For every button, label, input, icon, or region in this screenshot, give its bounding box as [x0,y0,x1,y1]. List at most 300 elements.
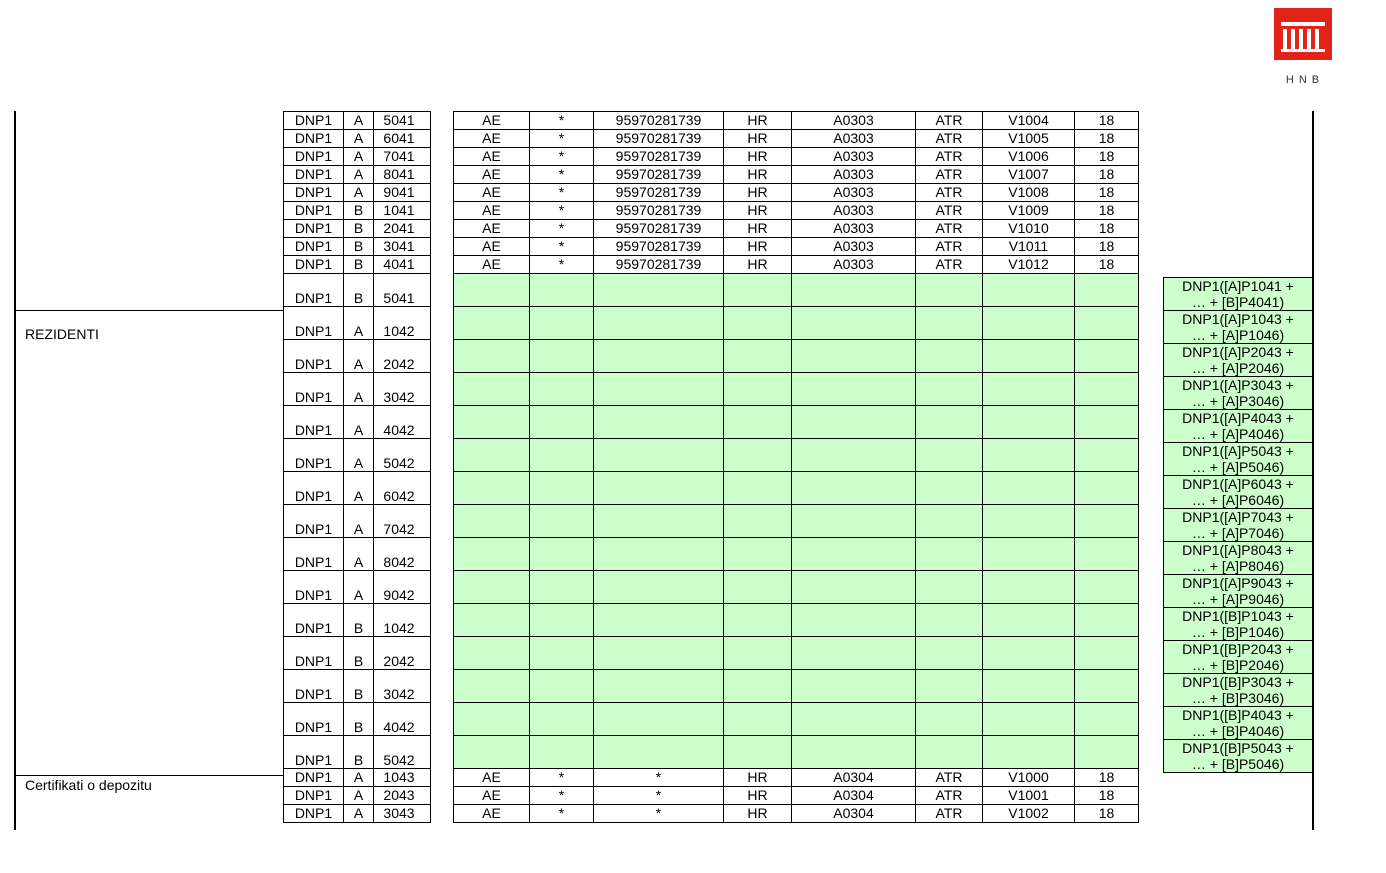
data-cell [724,703,792,736]
code-cell: DNP1 [284,238,344,256]
data-cell [916,736,983,769]
data-cell [724,472,792,505]
data-row [454,769,1139,787]
data-cell [454,604,530,637]
code-cell: DNP1 [284,604,344,637]
data-cell [454,373,530,406]
data-cell: 95970281739 [594,256,724,274]
data-cell [530,604,594,637]
data-cell: * [530,805,594,823]
data-cell [594,637,724,670]
data-cell [530,505,594,538]
data-cell: A0303 [792,112,916,130]
number-cell: 8041 [374,166,431,184]
number-cell: 5041 [374,112,431,130]
data-cell [792,472,916,505]
formula-cell [1164,641,1313,674]
data-cell [454,274,530,307]
data-cell: ATR [916,238,983,256]
data-cell [454,340,530,373]
data-cell: A0303 [792,238,916,256]
data-cell: 95970281739 [594,166,724,184]
code-row [284,166,431,184]
series-cell: A [344,769,374,787]
data-cell [594,670,724,703]
data-cell [594,373,724,406]
data-cell: A0303 [792,166,916,184]
data-cell: 18 [1075,112,1139,130]
code-cell: DNP1 [284,637,344,670]
data-cell [792,571,916,604]
data-cell: HR [724,202,792,220]
data-cell: V1006 [983,148,1075,166]
code-row [284,184,431,202]
data-cell [724,637,792,670]
data-cell: * [594,805,724,823]
code-row [284,439,431,472]
data-cell: A0303 [792,220,916,238]
series-cell: A [344,373,374,406]
data-cell: 18 [1075,130,1139,148]
code-row [284,538,431,571]
data-row [454,202,1139,220]
data-cell [530,307,594,340]
data-cell: ATR [916,787,983,805]
data-cell: AE [454,805,530,823]
data-cell [983,505,1075,538]
data-cell [594,406,724,439]
data-cell [454,472,530,505]
code-row [284,805,431,823]
formula-cell [1164,509,1313,542]
number-cell: 3042 [374,373,431,406]
data-cell: HR [724,256,792,274]
series-cell: A [344,538,374,571]
data-row [454,406,1139,439]
code-row [284,571,431,604]
data-row [454,787,1139,805]
code-cell: DNP1 [284,571,344,604]
data-cell: V1004 [983,112,1075,130]
series-cell: A [344,406,374,439]
number-cell: 1041 [374,202,431,220]
number-cell: 1042 [374,307,431,340]
data-cell [594,736,724,769]
data-cell: 95970281739 [594,130,724,148]
code-cell: DNP1 [284,148,344,166]
data-cell [530,670,594,703]
data-row [454,148,1139,166]
data-cell [454,736,530,769]
data-cell [916,703,983,736]
data-cell [724,538,792,571]
data-cell [916,439,983,472]
data-cell: * [530,256,594,274]
data-cell: V1007 [983,166,1075,184]
data-cell [1075,373,1139,406]
code-row [284,472,431,505]
code-cell: DNP1 [284,307,344,340]
data-cell: A0303 [792,148,916,166]
data-row [454,256,1139,274]
formula-line-2: … + [A]P7046) [1191,525,1285,541]
code-row [284,274,431,307]
data-row [454,703,1139,736]
data-cell: A0303 [792,202,916,220]
formula-line-1: DNP1([A]P5043 + [1182,443,1294,459]
data-cell: ATR [916,130,983,148]
number-cell: 7041 [374,148,431,166]
data-cell: AE [454,148,530,166]
code-cell: DNP1 [284,340,344,373]
data-cell [983,373,1075,406]
data-cell [594,472,724,505]
code-cell: DNP1 [284,703,344,736]
data-cell [594,703,724,736]
left-border [14,111,16,830]
formula-cell [1164,344,1313,377]
code-cell: DNP1 [284,202,344,220]
data-cell: ATR [916,184,983,202]
data-cell: 18 [1075,769,1139,787]
formula-line-2: … + [A]P6046) [1191,492,1285,508]
formula-line-1: DNP1([B]P5043 + [1182,740,1294,756]
data-cell: * [530,787,594,805]
number-cell: 2042 [374,340,431,373]
formula-line-1: DNP1([A]P7043 + [1182,509,1294,525]
code-row [284,670,431,703]
formula-row [1164,278,1313,311]
data-cell [724,736,792,769]
data-cell [724,670,792,703]
formula-table [1163,277,1313,773]
data-cell [1075,670,1139,703]
data-cell [530,472,594,505]
data-cell [983,472,1075,505]
series-cell: B [344,220,374,238]
data-cell [1075,406,1139,439]
data-cell: AE [454,769,530,787]
data-cell: AE [454,130,530,148]
series-cell: B [344,736,374,769]
data-cell [983,736,1075,769]
data-cell [792,439,916,472]
data-cell [983,703,1075,736]
data-cell: 95970281739 [594,112,724,130]
code-cell: DNP1 [284,439,344,472]
formula-line-1: DNP1([B]P4043 + [1182,707,1294,723]
data-cell: HR [724,238,792,256]
formula-line-2: … + [B]P5046) [1191,756,1285,772]
data-cell [916,274,983,307]
data-row [454,805,1139,823]
formula-cell [1164,542,1313,575]
formula-row [1164,476,1313,509]
code-cell: DNP1 [284,406,344,439]
series-cell: B [344,670,374,703]
code-cell: DNP1 [284,256,344,274]
section-divider [14,775,283,776]
data-cell [530,406,594,439]
code-cell: DNP1 [284,670,344,703]
formula-cell [1164,740,1313,773]
data-cell: ATR [916,769,983,787]
data-cell: * [530,769,594,787]
formula-row [1164,542,1313,575]
data-cell [724,604,792,637]
number-cell: 2041 [374,220,431,238]
data-cell: 18 [1075,148,1139,166]
number-cell: 5041 [374,274,431,307]
data-cell [454,505,530,538]
data-cell [530,538,594,571]
data-cell [454,637,530,670]
data-cell [454,703,530,736]
data-cell [983,340,1075,373]
series-cell: B [344,256,374,274]
number-cell: 1042 [374,604,431,637]
data-cell [1075,307,1139,340]
data-row [454,637,1139,670]
data-cell [724,340,792,373]
data-cell [792,604,916,637]
data-row [454,130,1139,148]
code-cell: DNP1 [284,112,344,130]
data-cell: ATR [916,202,983,220]
code-cell: DNP1 [284,769,344,787]
series-cell: A [344,307,374,340]
data-cell [594,340,724,373]
series-cell: B [344,637,374,670]
data-cell [792,340,916,373]
code-row [284,637,431,670]
data-row [454,373,1139,406]
series-cell: B [344,202,374,220]
data-cell [792,505,916,538]
data-cell [1075,439,1139,472]
data-cell: AE [454,112,530,130]
data-cell: * [530,220,594,238]
code-row [284,406,431,439]
data-cell [792,703,916,736]
code-row [284,703,431,736]
code-cell: DNP1 [284,220,344,238]
code-cell: DNP1 [284,373,344,406]
data-cell [983,670,1075,703]
series-cell: A [344,472,374,505]
data-cell: AE [454,166,530,184]
series-cell: A [344,805,374,823]
formula-cell [1164,476,1313,509]
series-cell: B [344,703,374,736]
formula-line-1: DNP1([A]P4043 + [1182,410,1294,426]
data-cell: HR [724,184,792,202]
data-cell [454,439,530,472]
data-cell [724,439,792,472]
data-cell: A0303 [792,184,916,202]
formula-line-1: DNP1([B]P1043 + [1182,608,1294,624]
data-cell: HR [724,805,792,823]
formula-line-1: DNP1([A]P6043 + [1182,476,1294,492]
data-row [454,112,1139,130]
formula-line-1: DNP1([A]P8043 + [1182,542,1294,558]
data-cell: 18 [1075,166,1139,184]
data-cell [792,736,916,769]
data-row [454,670,1139,703]
number-cell: 3041 [374,238,431,256]
data-cell [594,538,724,571]
formula-row [1164,707,1313,740]
formula-line-1: DNP1([B]P2043 + [1182,641,1294,657]
data-cell [1075,340,1139,373]
data-cell: V1011 [983,238,1075,256]
data-cell [916,406,983,439]
data-row [454,274,1139,307]
code-row [284,256,431,274]
number-cell: 3042 [374,670,431,703]
formula-row [1164,443,1313,476]
data-row [454,571,1139,604]
data-cell: V1005 [983,130,1075,148]
data-cell [983,571,1075,604]
data-cell: 18 [1075,220,1139,238]
data-cell [983,307,1075,340]
data-row [454,604,1139,637]
data-cell [594,604,724,637]
series-cell: B [344,238,374,256]
data-cell [983,439,1075,472]
data-cell [916,505,983,538]
formula-cell [1164,410,1313,443]
formula-line-1: DNP1([A]P3043 + [1182,377,1294,393]
data-cell: A0304 [792,787,916,805]
code-row [284,202,431,220]
formula-line-2: … + [A]P5046) [1191,459,1285,475]
formula-line-1: DNP1([B]P3043 + [1182,674,1294,690]
data-cell [724,406,792,439]
data-row [454,439,1139,472]
data-cell: AE [454,184,530,202]
code-row [284,505,431,538]
data-row [454,538,1139,571]
code-table [283,111,431,823]
data-row [454,220,1139,238]
code-row [284,148,431,166]
formula-line-2: … + [B]P1046) [1191,624,1285,640]
number-cell: 6041 [374,130,431,148]
formula-row [1164,641,1313,674]
code-cell: DNP1 [284,184,344,202]
formula-line-1: DNP1([A]P1043 + [1182,311,1294,327]
number-cell: 5042 [374,736,431,769]
data-cell [916,538,983,571]
data-row [454,238,1139,256]
code-cell: DNP1 [284,538,344,571]
code-row [284,736,431,769]
formula-line-1: DNP1([A]P2043 + [1182,344,1294,360]
data-cell [792,637,916,670]
logo-text: HNB [1285,74,1325,86]
data-cell [530,439,594,472]
data-cell: V1000 [983,769,1075,787]
data-cell [916,670,983,703]
section-divider [14,310,283,311]
formula-row [1164,509,1313,542]
code-cell: DNP1 [284,505,344,538]
data-cell [594,307,724,340]
data-cell: HR [724,769,792,787]
section-label-certifikati: Certifikati o depozitu [25,777,152,793]
data-cell [983,538,1075,571]
series-cell: A [344,439,374,472]
number-cell: 7042 [374,505,431,538]
series-cell: A [344,166,374,184]
data-cell: V1008 [983,184,1075,202]
data-cell [1075,571,1139,604]
data-cell: 95970281739 [594,202,724,220]
formula-cell [1164,278,1313,311]
data-row [454,166,1139,184]
formula-line-2: … + [A]P3046) [1191,393,1285,409]
data-cell [724,571,792,604]
formula-cell [1164,608,1313,641]
data-cell: * [594,769,724,787]
data-cell: ATR [916,256,983,274]
formula-line-2: … + [B]P4041) [1191,294,1285,310]
data-cell: 95970281739 [594,220,724,238]
data-table [453,111,1139,823]
data-cell [724,505,792,538]
data-cell [916,571,983,604]
formula-row [1164,410,1313,443]
data-cell: V1001 [983,787,1075,805]
data-cell: AE [454,787,530,805]
code-cell: DNP1 [284,166,344,184]
data-cell: * [530,202,594,220]
data-cell [983,637,1075,670]
number-cell: 3043 [374,805,431,823]
data-cell: * [530,130,594,148]
code-row [284,112,431,130]
data-cell [792,274,916,307]
data-cell: AE [454,220,530,238]
data-cell: 18 [1075,202,1139,220]
number-cell: 9042 [374,571,431,604]
data-cell: V1009 [983,202,1075,220]
series-cell: A [344,571,374,604]
data-cell: ATR [916,148,983,166]
data-row [454,184,1139,202]
data-cell: HR [724,787,792,805]
series-cell: A [344,505,374,538]
number-cell: 4041 [374,256,431,274]
data-cell [454,571,530,604]
formula-cell [1164,311,1313,344]
data-cell [916,637,983,670]
data-cell [792,307,916,340]
code-row [284,373,431,406]
formula-row [1164,344,1313,377]
data-cell [594,274,724,307]
data-cell: V1002 [983,805,1075,823]
series-cell: A [344,148,374,166]
code-row [284,604,431,637]
data-cell [724,307,792,340]
code-cell: DNP1 [284,130,344,148]
series-cell: A [344,112,374,130]
section-label-rezidenti: REZIDENTI [25,326,99,342]
data-cell [792,373,916,406]
